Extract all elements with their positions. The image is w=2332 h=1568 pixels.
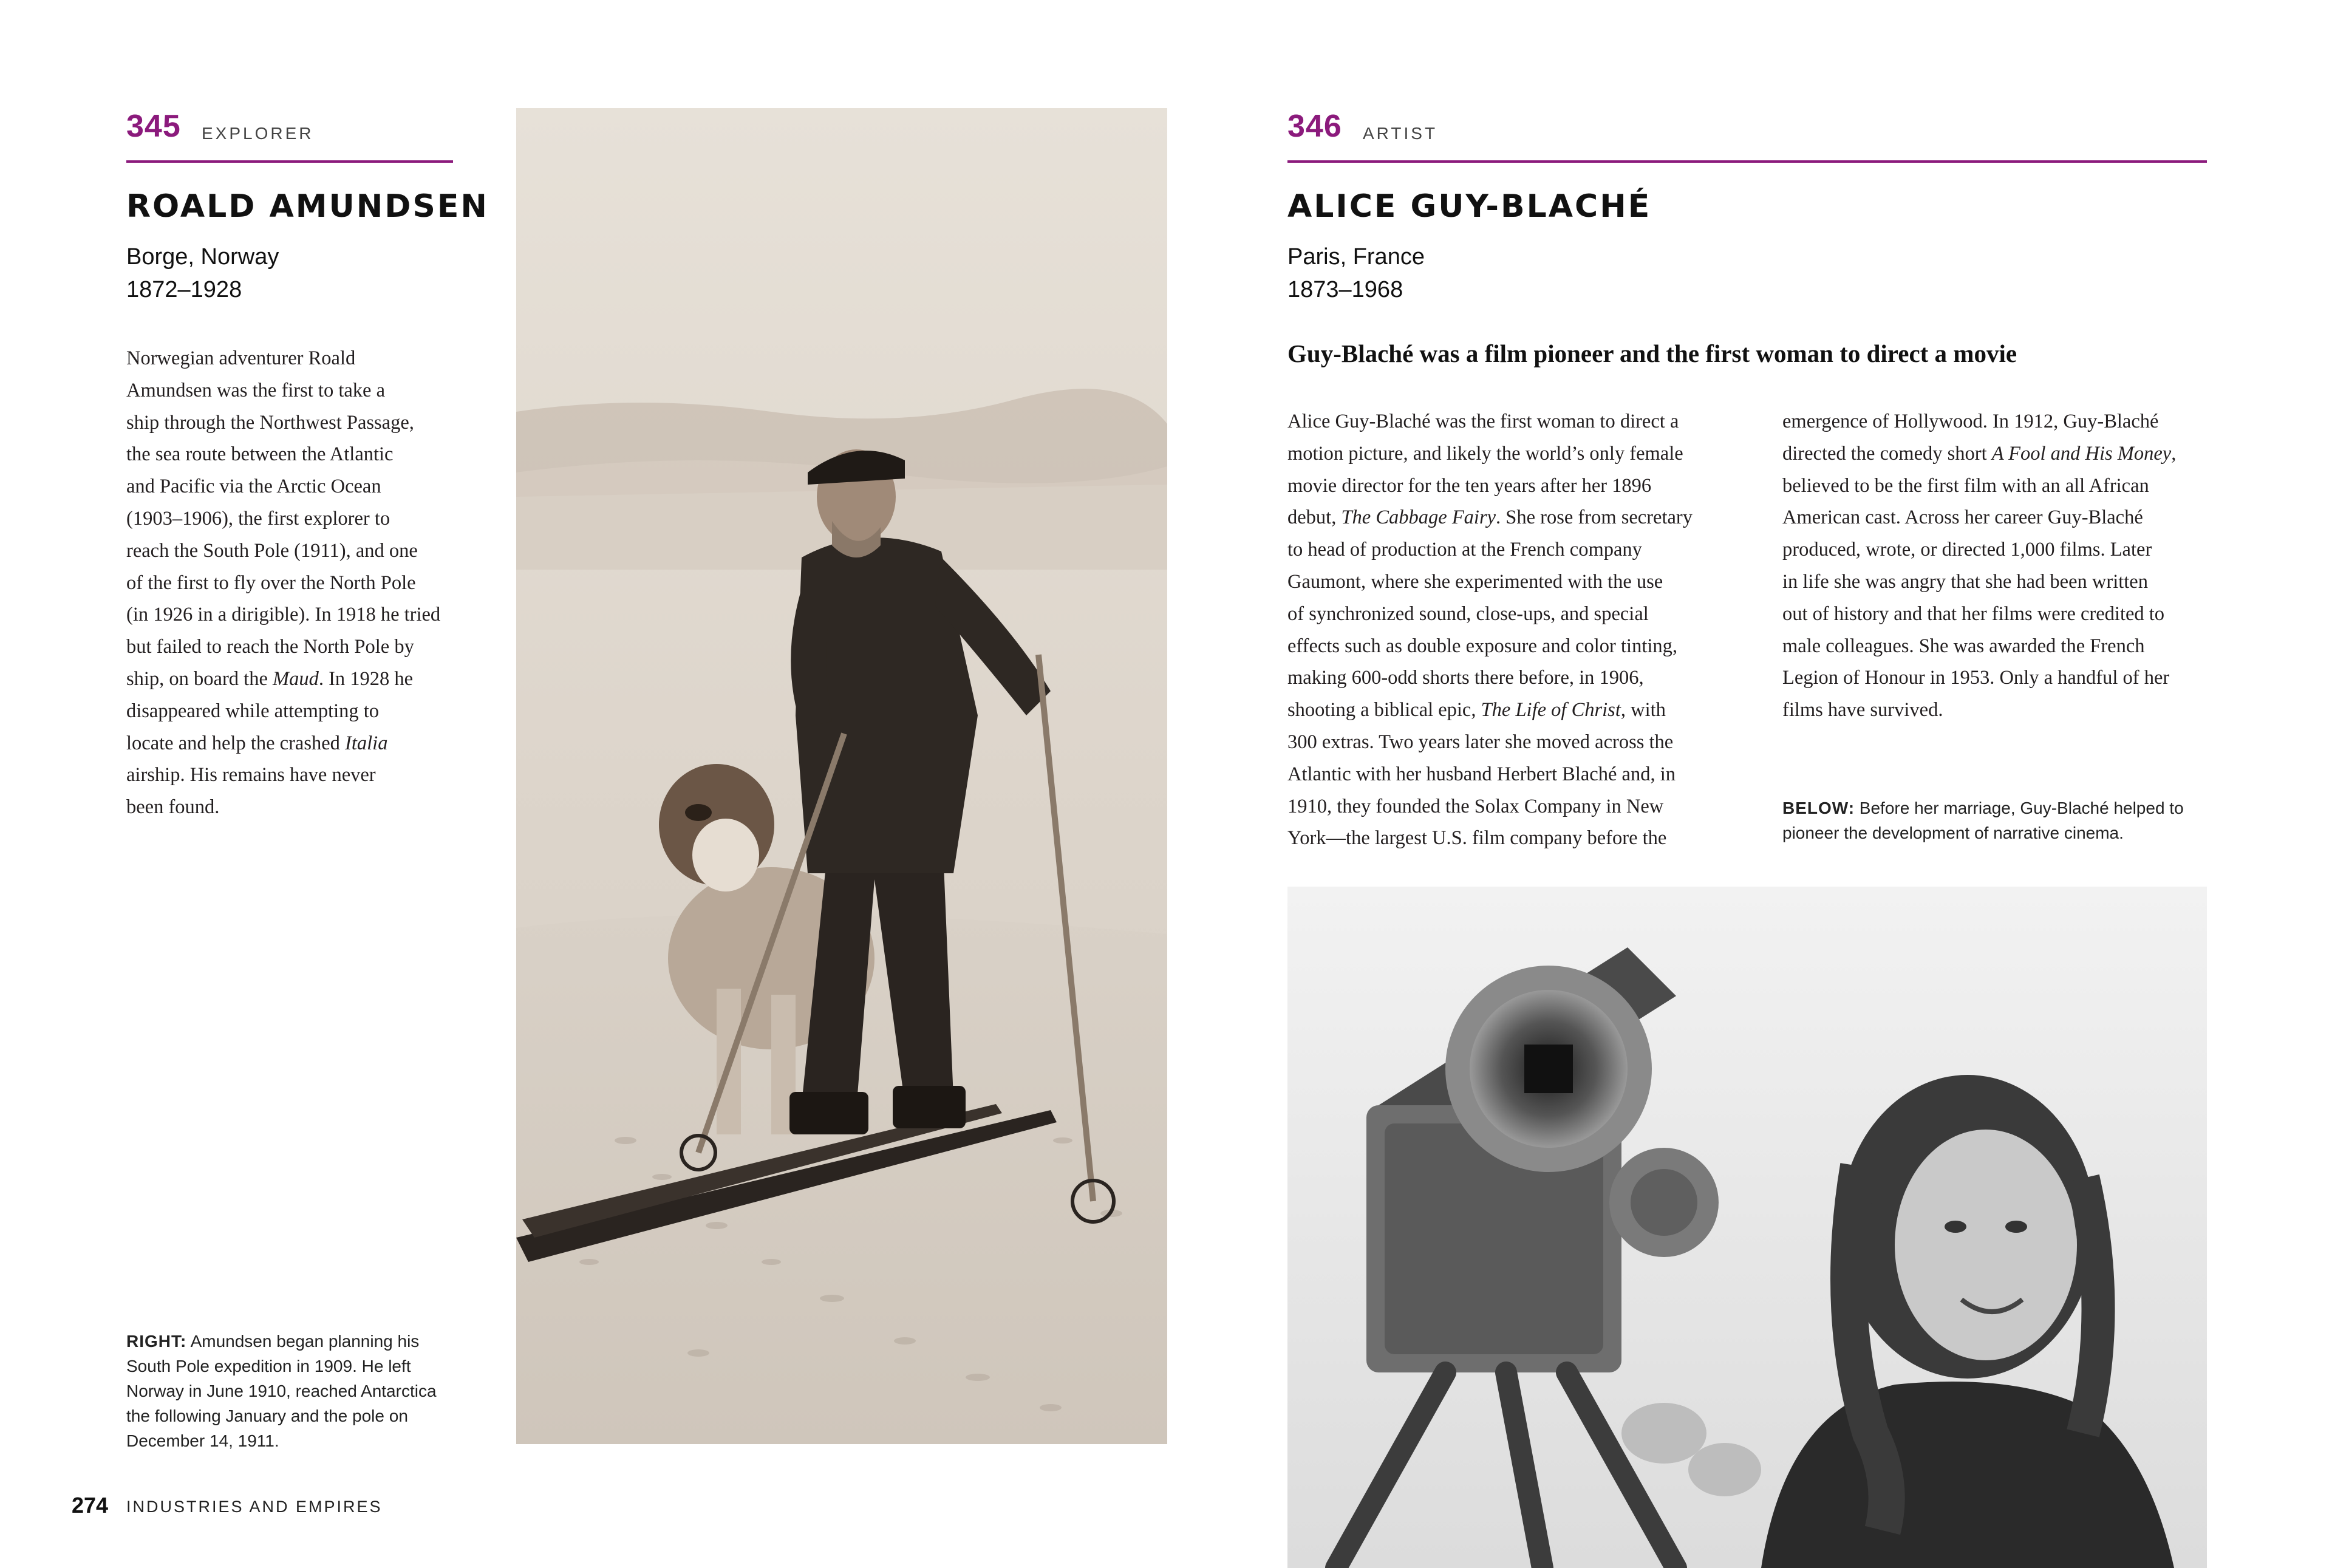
- entry-body-col1: Alice Guy-Blaché was the first woman to direct a motion picture, and likely the world’s only female movie director for the ten years after her 1896 debut, The Cabbage Fairy. She rose from secretary to head of production at the French company Gaumont, where she experimented with the use of synchronized sound, close-ups, and special effects such as double exposure and color tinting, making 600-odd shorts there before, in 1906, shooting a biblical epic, The Life of Christ, with 300 extras. Two years later she moved across the Atlantic with her husband Herbert Blaché and, in 1910, they founded the Solax Company in New York—the largest U.S. film company before the: [1287, 411, 1693, 850]
- entry-number: 346: [1287, 109, 1342, 144]
- entry-place: Paris, France: [1287, 244, 1425, 270]
- amundsen-skiing-illustration: [516, 108, 1167, 1444]
- entry-deck: Guy-Blaché was a film pioneer and the first woman to direct a movie: [1287, 339, 2017, 367]
- entry-category: EXPLORER: [202, 124, 314, 143]
- entry-header-346: [1287, 108, 2207, 163]
- entry-body: Norwegian adventurer Roald Amundsen was the first to take a ship through the Northwest Passage, the sea route between the Atlantic and Pacific via the Arctic Ocean (1903–1906), the first explorer to reach the South Pole (1911), and one of the first to fly over the North Pole (in 1926 in a dirigible). In 1918 he tried but failed to reach the North Pole by ship, on board the Maud. In 1928 he disappeared while attempting to locate and help the crashed Italia airship. His remains have never been found.: [126, 347, 441, 819]
- entry-years: 1872–1928: [126, 277, 242, 302]
- folio-section-title: INDUSTRIES AND EMPIRES: [126, 1498, 383, 1516]
- entry-place: Borge, Norway: [126, 244, 279, 270]
- entry-name: ALICE GUY-BLACHÉ: [1287, 188, 1652, 225]
- entry-header-345: [126, 108, 453, 163]
- photo-caption-left: RIGHT: Amundsen began planning his South Pole expedition in 1909. He left Norway in June 1910, reached Antarctica the following January and the pole on December 14, 1911.: [126, 1332, 437, 1450]
- photo-caption-right: BELOW: Before her marriage, Guy-Blaché helped to pioneer the development of narrative cinema.: [1782, 799, 2184, 842]
- folio-page-number: 274: [72, 1493, 109, 1518]
- entry-category: ARTIST: [1363, 124, 1438, 143]
- guy-blache-photo: [1287, 887, 2207, 1568]
- amundsen-photo: [516, 108, 1167, 1444]
- camera-and-woman-illustration: [1287, 887, 2207, 1568]
- entry-number: 345: [126, 109, 181, 144]
- entry-name: ROALD AMUNDSEN: [126, 188, 489, 225]
- entry-body-col2: emergence of Hollywood. In 1912, Guy-Blaché directed the comedy short A Fool and His Money, believed to be the first film with an all African American cast. Across her career Guy-Blaché produced, wrote, or directed 1,000 films. Later in life she was angry that she had been written out of history and that her films were credited to male colleagues. She was awarded the French Legion of Honour in 1953. Only a handful of her films have survived.: [1782, 411, 2177, 721]
- entry-years: 1873–1968: [1287, 277, 1403, 302]
